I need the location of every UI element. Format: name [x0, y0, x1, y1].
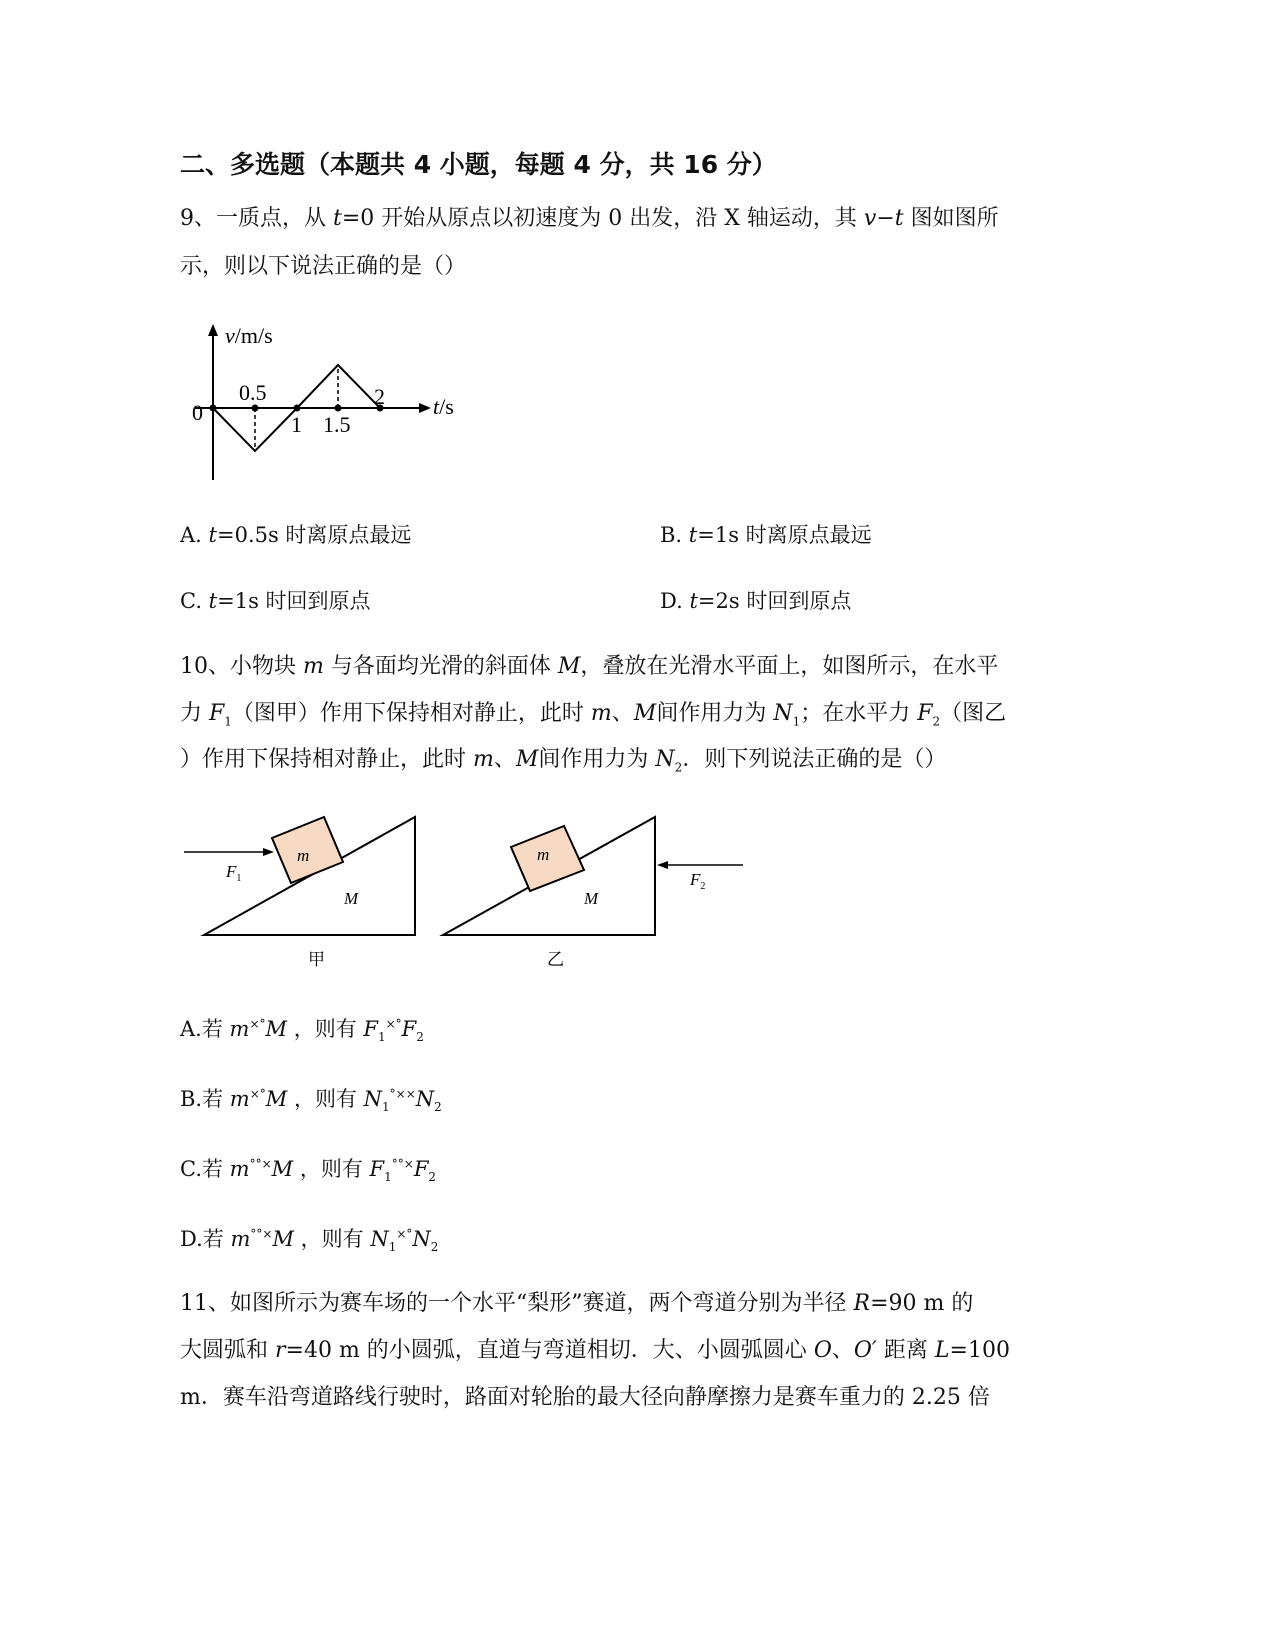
option-sub: 2 — [430, 1240, 439, 1255]
option-var: F — [413, 1157, 429, 1181]
q10-text: 10、小物块 — [180, 654, 303, 679]
caption-right: 乙 — [547, 950, 564, 969]
y-axis-label: v/m/s — [225, 323, 273, 348]
q10-text: 间作用力为 — [656, 701, 774, 726]
q10-sub: 2 — [932, 714, 941, 729]
option-var: N — [412, 1227, 431, 1251]
q10-text: ．则下列说法正确的是（） — [682, 747, 947, 772]
q10-var-M: M — [515, 747, 539, 772]
option-var: F — [363, 1017, 378, 1041]
option-var: M — [272, 1227, 294, 1251]
origin-label: 0 — [192, 400, 203, 425]
q11-stem-line3: m．赛车沿弯道路线行驶时，路面对轮胎的最大径向静摩擦力是赛车重力的 2.25 倍 — [180, 1385, 990, 1410]
q9-option-a[interactable] — [180, 521, 411, 549]
force-f2-label: $F_2$ — [690, 870, 706, 892]
q9-dash: − — [876, 206, 895, 231]
option-text: ，则有 — [293, 1157, 370, 1181]
garbled-symbol: ×° — [249, 1087, 266, 1101]
q10-text: ，叠放在光滑水平面上，如图所示，在水平 — [580, 654, 999, 679]
tick-label-1: 1 — [291, 412, 302, 437]
q10-text: 力 — [180, 701, 209, 726]
option-var: F — [369, 1157, 385, 1181]
q9-text-a: 9、一质点，从 — [180, 206, 333, 231]
q9-stem-line1 — [180, 205, 999, 233]
q10-wedge-figure — [180, 810, 760, 975]
option-prefix: A. — [180, 523, 209, 547]
q9-option-d[interactable] — [660, 587, 851, 615]
block-right-label: m — [537, 845, 550, 864]
point-1.5 — [335, 405, 342, 412]
option-var: t — [688, 523, 698, 547]
tick-label-0.5: 0.5 — [239, 380, 267, 405]
block-left-label: m — [297, 846, 310, 865]
q10-sub: 1 — [224, 714, 232, 729]
q11-stem-line2 — [180, 1337, 1010, 1365]
garbled-symbol: °×× — [389, 1087, 416, 1101]
option-text: =0.5s 时离原点最远 — [216, 523, 412, 547]
q10-text: （图甲）作用下保持相对静止，此时 — [231, 701, 591, 726]
q9-var-v: v — [863, 206, 877, 231]
option-var: N — [415, 1087, 435, 1111]
option-sub: 1 — [382, 1100, 390, 1115]
q10-text: 与各面均光滑的斜面体 — [323, 654, 558, 679]
q10-var-F2: F — [917, 701, 933, 726]
option-var: M — [265, 1087, 288, 1111]
q11-var-L: L — [934, 1338, 950, 1363]
force-f1-label: $F_1$ — [226, 862, 242, 884]
q10-var-m: m — [303, 654, 324, 679]
garbled-symbol: °°× — [391, 1157, 414, 1171]
q9-option-b[interactable] — [660, 521, 872, 549]
q10-sep: 、 — [493, 747, 516, 772]
q10-var-M: M — [557, 654, 581, 679]
q10-option-a[interactable] — [180, 1010, 424, 1051]
q10-text: （图乙 — [940, 701, 1007, 726]
option-prefix: B. — [660, 523, 689, 547]
q10-var-F1: F — [209, 701, 225, 726]
option-var: t — [208, 589, 218, 613]
option-var: t — [208, 523, 217, 547]
option-sub: 1 — [384, 1170, 392, 1185]
q11-text: =40 m 的小圆弧，直道与弯道相切．大、小圆弧圆心 — [285, 1338, 814, 1363]
option-prefix: B.若 — [180, 1087, 230, 1111]
option-prefix: D. — [660, 589, 690, 613]
q11-text: 大圆弧和 — [180, 1338, 275, 1363]
q10-stem-line1 — [180, 653, 998, 681]
x-axis-arrow-icon — [419, 403, 431, 413]
q9-stem-line2: 示，则以下说法正确的是（） — [180, 254, 467, 279]
q11-text: =100 — [949, 1338, 1010, 1363]
q10-var-N2: N — [655, 747, 675, 772]
option-prefix: C. — [180, 589, 209, 613]
q10-text: 间作用力为 — [538, 747, 656, 772]
wedge-right-label: M — [584, 889, 599, 908]
option-text: =1s 时回到原点 — [217, 589, 371, 613]
option-var: m — [229, 1017, 250, 1041]
q10-text: ）作用下保持相对静止，此时 — [180, 747, 473, 772]
option-sub: 2 — [416, 1030, 424, 1045]
q10-sub: 2 — [674, 760, 683, 775]
q11-text: =90 m 的 — [870, 1291, 974, 1316]
tick-label-1.5: 1.5 — [323, 412, 351, 437]
q10-var-m: m — [590, 701, 612, 726]
x-axis-label: t/s — [433, 394, 454, 419]
option-prefix: A.若 — [180, 1017, 230, 1041]
garbled-symbol: ×° — [249, 1017, 266, 1031]
q11-var-O-prime: O′ — [853, 1338, 877, 1363]
option-sub: 1 — [377, 1030, 386, 1045]
garbled-symbol: °°× — [249, 1157, 272, 1171]
q10-stem-line3 — [180, 746, 946, 781]
point-0 — [210, 405, 217, 412]
force-f2-arrowhead-icon — [657, 861, 668, 869]
option-text: ，则有 — [287, 1017, 364, 1041]
q11-var-R: R — [853, 1291, 871, 1316]
option-text: ，则有 — [287, 1087, 364, 1111]
q10-option-d[interactable] — [180, 1220, 438, 1261]
force-f1-arrowhead-icon — [263, 848, 274, 856]
option-prefix: C.若 — [180, 1157, 230, 1181]
q9-text-b: =0 开始从原点以初速度为 0 出发，沿 X 轴运动，其 — [341, 206, 864, 231]
tick-label-2: 2 — [374, 384, 385, 409]
q10-sub: 1 — [792, 714, 801, 729]
q10-option-b[interactable] — [180, 1080, 442, 1121]
q10-text: ；在水平力 — [800, 701, 918, 726]
option-var: m — [229, 1087, 250, 1111]
garbled-symbol: ×° — [385, 1017, 402, 1031]
q11-text: 11、如图所示为赛车场的一个水平“梨形”赛道，两个弯道分别为半径 — [180, 1291, 854, 1316]
q11-stem-line1 — [180, 1290, 973, 1318]
garbled-symbol: °°× — [250, 1227, 273, 1241]
option-var: F — [401, 1017, 417, 1041]
garbled-symbol: ×° — [396, 1227, 413, 1241]
section-title: 二、多选题（本题共 4 小题，每题 4 分，共 16 分） — [180, 150, 777, 179]
q10-stem-line2 — [180, 700, 1006, 735]
option-prefix: D.若 — [180, 1227, 231, 1251]
y-axis-arrow-icon — [208, 324, 218, 336]
wedge-left-label: M — [344, 889, 359, 908]
option-sub: 2 — [428, 1170, 437, 1185]
point-1 — [294, 405, 301, 412]
option-text: =2s 时回到原点 — [697, 589, 852, 613]
option-var: N — [370, 1227, 389, 1251]
q9-var-t2: t — [894, 206, 904, 231]
q9-var-t: t — [333, 206, 342, 231]
q10-var-M: M — [633, 701, 657, 726]
q11-sep: 、 — [831, 1338, 854, 1363]
option-sub: 2 — [434, 1100, 442, 1115]
caption-left: 甲 — [308, 950, 325, 969]
option-var: M — [271, 1157, 294, 1181]
option-var: N — [363, 1087, 383, 1111]
q10-sep: 、 — [611, 701, 634, 726]
q11-var-r: r — [275, 1338, 286, 1363]
option-sub: 1 — [388, 1240, 397, 1255]
option-text: =1s 时离原点最远 — [697, 523, 872, 547]
option-var: M — [265, 1017, 288, 1041]
q10-var-m: m — [473, 747, 494, 772]
option-var: m — [229, 1157, 250, 1181]
q10-option-c[interactable] — [180, 1150, 436, 1191]
q10-var-N1: N — [773, 701, 793, 726]
option-var: t — [689, 589, 698, 613]
q9-option-c[interactable] — [180, 587, 371, 615]
option-text: ，则有 — [293, 1227, 371, 1251]
option-var: m — [230, 1227, 251, 1251]
q11-text: 距离 — [876, 1338, 935, 1363]
point-0.5 — [252, 405, 259, 412]
q11-var-O: O — [813, 1338, 832, 1363]
q9-text-c: 图如图所 — [903, 206, 999, 231]
q9-vt-graph — [185, 320, 475, 485]
